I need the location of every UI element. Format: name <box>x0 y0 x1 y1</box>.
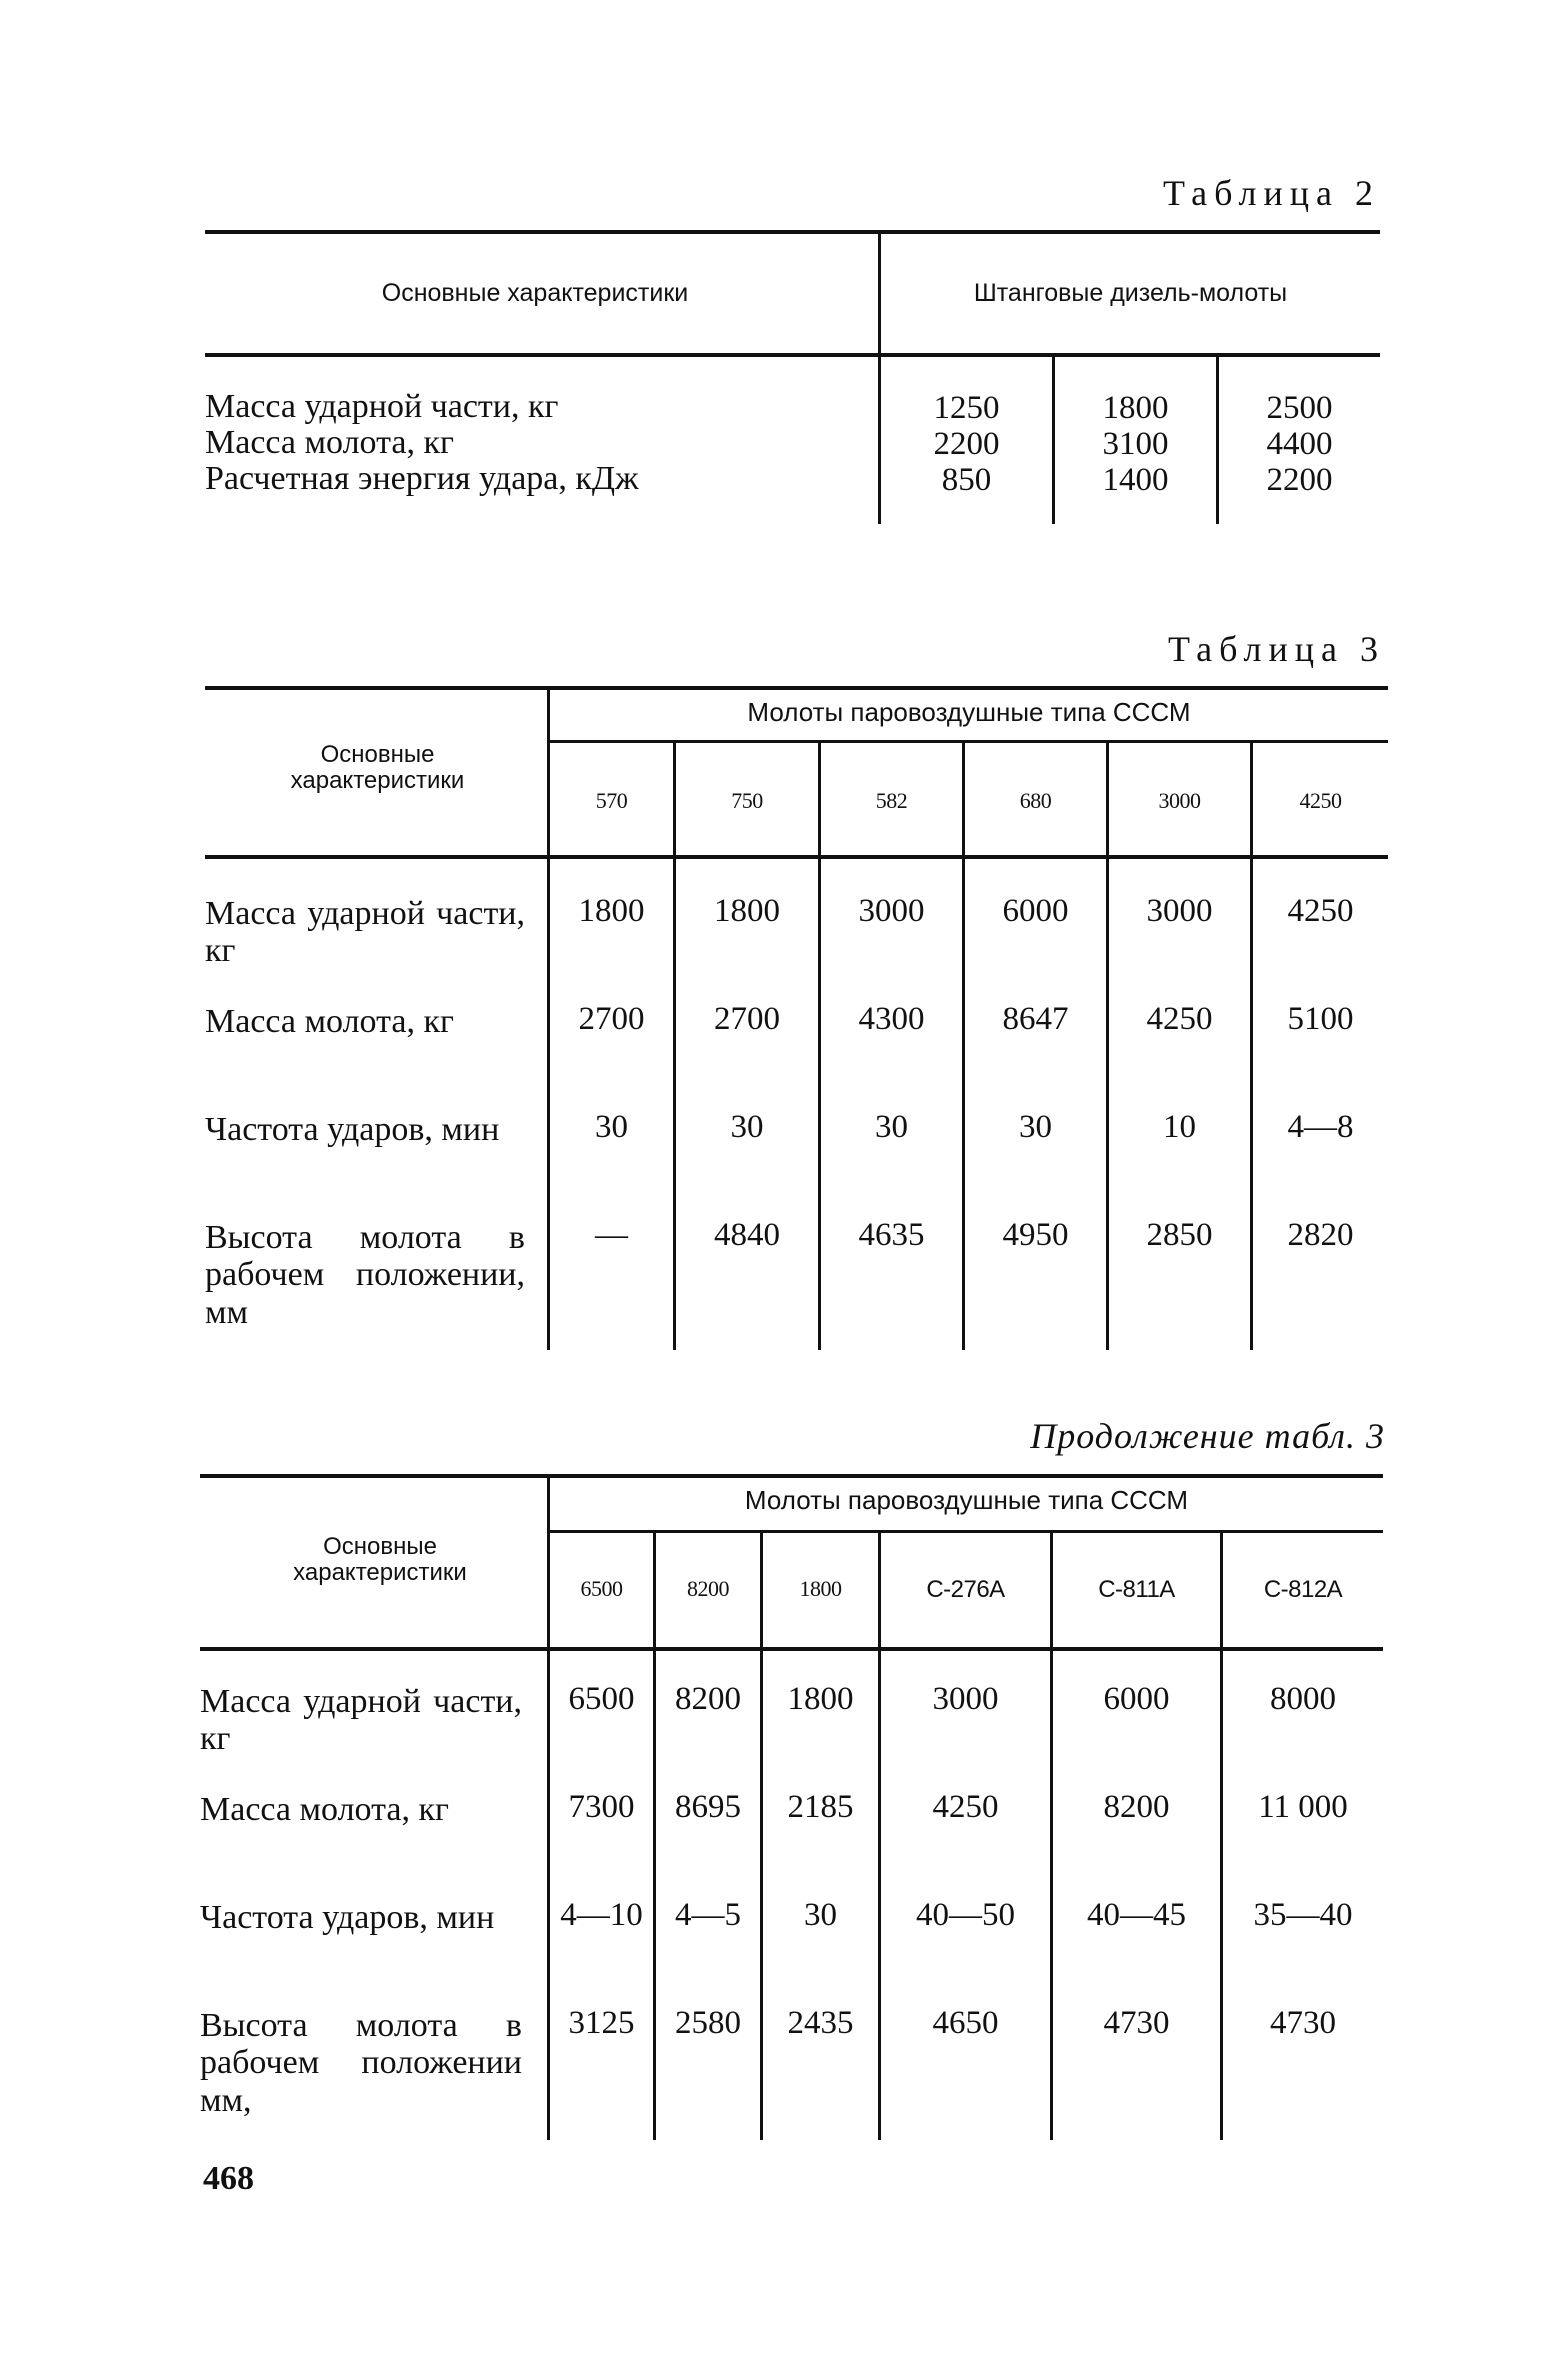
table3cont-cell: 6500 <box>568 1681 635 1717</box>
table3cont-subheader-rule <box>550 1530 1383 1533</box>
table3-divider <box>673 743 676 1350</box>
table2-cell: 1250 <box>933 390 1000 426</box>
table3-cell: 2850 <box>1146 1217 1213 1253</box>
table3-cell: 4840 <box>714 1217 780 1253</box>
table2-row-2-label: Масса молота, кг <box>205 424 454 461</box>
table2-cell: 4400 <box>1266 426 1333 462</box>
table3cont-col-header: 6500 <box>580 1576 623 1601</box>
table3cont-cell: 6000 <box>1103 1681 1170 1717</box>
table3cont-cell: 30 <box>804 1897 837 1933</box>
table2-cell: 2200 <box>933 426 1000 462</box>
table3-cell: 3000 <box>858 893 925 929</box>
table3-col-header: 750 <box>731 788 763 813</box>
table3-divider <box>962 743 965 1350</box>
table3cont-cell: 2185 <box>787 1789 854 1825</box>
table2-row-3-label: Расчетная энергия удара, кДж <box>205 460 639 497</box>
table3-col-header: 582 <box>875 788 908 813</box>
table3cont-divider <box>878 1533 881 2140</box>
table3cont-cell: 8200 <box>1103 1789 1170 1825</box>
table3-header-bottom-rule <box>205 855 1388 859</box>
table3-col-header: 680 <box>1019 788 1052 813</box>
table3-cell: 6000 <box>1002 893 1069 929</box>
table3-row-4-label: Высота молота в рабочем положении, мм <box>205 1219 525 1331</box>
table3-row-1-label: Масса ударной части, кг <box>205 895 525 970</box>
table3-cell: 1800 <box>578 893 645 929</box>
table3cont-cell: 4730 <box>1103 2005 1170 2041</box>
table3-col-header: 570 <box>595 788 628 813</box>
table3-row-3-label: Частота ударов, мин <box>205 1111 500 1148</box>
table3cont-col-header: С-811А <box>1098 1576 1175 1603</box>
table3cont-top-rule <box>200 1474 1383 1478</box>
table3cont-cell: 4—10 <box>560 1897 643 1933</box>
table3-cell: 8647 <box>1002 1001 1069 1037</box>
table3cont-divider <box>1220 1533 1223 2140</box>
table3cont-cell: 2580 <box>675 2005 741 2041</box>
table2-header-label: Основные характеристики <box>381 279 689 307</box>
table3-cont-caption: Продолжение табл. 3 <box>1030 1416 1385 1456</box>
table3-divider <box>818 743 821 1350</box>
table3-cell: 4—8 <box>1287 1109 1354 1145</box>
table3-cell: 4635 <box>858 1217 925 1253</box>
table3cont-row-2-label: Масса молота, кг <box>200 1791 449 1828</box>
table3-col-header: 3000 <box>1158 788 1201 813</box>
table3-cell: 3000 <box>1146 893 1213 929</box>
table3cont-cell: 3125 <box>568 2005 635 2041</box>
table3cont-cell: 1800 <box>787 1681 854 1717</box>
table3-cell: 30 <box>1019 1109 1052 1145</box>
table2-cell: 3100 <box>1102 426 1169 462</box>
table3-caption: Таблица 3 <box>1168 629 1385 669</box>
table3cont-cell: 2435 <box>787 2005 854 2041</box>
table3cont-cell: 4—5 <box>675 1897 741 1933</box>
table2-top-rule <box>205 230 1380 234</box>
table3cont-cell: 8000 <box>1270 1681 1336 1717</box>
table2-header-group: Штанговые дизель-молоты <box>973 279 1288 307</box>
page-number: 468 <box>203 2160 254 2197</box>
table3cont-divider <box>760 1533 763 2140</box>
table3cont-cell: 35—40 <box>1253 1897 1353 1933</box>
table3cont-divider <box>1050 1533 1053 2140</box>
table3-cell: 30 <box>595 1109 628 1145</box>
table3-top-rule <box>205 686 1388 690</box>
table3cont-row-3-label: Частота ударов, мин <box>200 1899 495 1936</box>
table3cont-cell: 4730 <box>1270 2005 1336 2041</box>
table2-cell: 2500 <box>1266 390 1333 426</box>
table2-caption: Таблица 2 <box>1163 173 1380 213</box>
table2-cell: 1400 <box>1102 462 1169 498</box>
table2-cell: 850 <box>941 462 992 498</box>
table3cont-divider <box>653 1533 656 2140</box>
table3-header-group: Молоты паровоздушные типа СССМ <box>747 697 1191 727</box>
table3-cell: 2820 <box>1287 1217 1354 1253</box>
table3-cell: 2700 <box>714 1001 780 1037</box>
table3-cell: 4250 <box>1287 893 1354 929</box>
table3cont-col-header: С-812А <box>1263 1576 1343 1603</box>
table3cont-cell: 3000 <box>932 1681 999 1717</box>
table3-cell: 30 <box>730 1109 764 1145</box>
table3cont-header-bottom-rule <box>200 1647 1383 1651</box>
table3cont-cell: 4250 <box>932 1789 999 1825</box>
table3cont-row-1-label: Масса ударной части, кг <box>200 1683 522 1758</box>
table2-header-bottom-rule <box>205 353 1380 357</box>
table3-divider <box>1106 743 1109 1350</box>
table3cont-header-group: Молоты паровоздушные типа СССМ <box>744 1485 1189 1515</box>
table3cont-header-label: Основные характеристики <box>293 1533 467 1587</box>
table2-cell: 1800 <box>1102 390 1169 426</box>
table3cont-col-header: 8200 <box>687 1576 729 1601</box>
table3cont-row-4-label: Высота молота в рабочем положении мм, <box>200 2007 522 2119</box>
table3-cell: 30 <box>875 1109 908 1145</box>
table3cont-cell: 7300 <box>568 1789 635 1825</box>
table2-cell: 2200 <box>1266 462 1333 498</box>
table3-cell: 4950 <box>1002 1217 1069 1253</box>
table3cont-cell: 4650 <box>932 2005 999 2041</box>
table3cont-cell: 8695 <box>675 1789 741 1825</box>
table3-cell: 4250 <box>1146 1001 1213 1037</box>
table3-col-header: 4250 <box>1299 788 1342 813</box>
table3-cell: 10 <box>1163 1109 1196 1145</box>
table3-row-2-label: Масса молота, кг <box>205 1003 454 1040</box>
table3cont-cell: 40—45 <box>1087 1897 1186 1933</box>
table3-cell: 2700 <box>578 1001 645 1037</box>
table3cont-col-header: С-276А <box>926 1576 1005 1603</box>
table3-cell: 5100 <box>1287 1001 1354 1037</box>
table3-header-label: Основные характеристики <box>290 741 465 795</box>
table3-divider <box>1250 743 1253 1350</box>
table3cont-cell: 40—50 <box>916 1897 1015 1933</box>
table2-row-1-label: Масса ударной части, кг <box>205 388 559 425</box>
table3-cell: — <box>595 1217 628 1253</box>
table3cont-cell: 8200 <box>675 1681 741 1717</box>
table3cont-col-header: 1800 <box>799 1576 842 1601</box>
table3cont-cell: 11 000 <box>1258 1789 1348 1825</box>
table3-cell: 4300 <box>858 1001 925 1037</box>
table3-cell: 1800 <box>714 893 780 929</box>
